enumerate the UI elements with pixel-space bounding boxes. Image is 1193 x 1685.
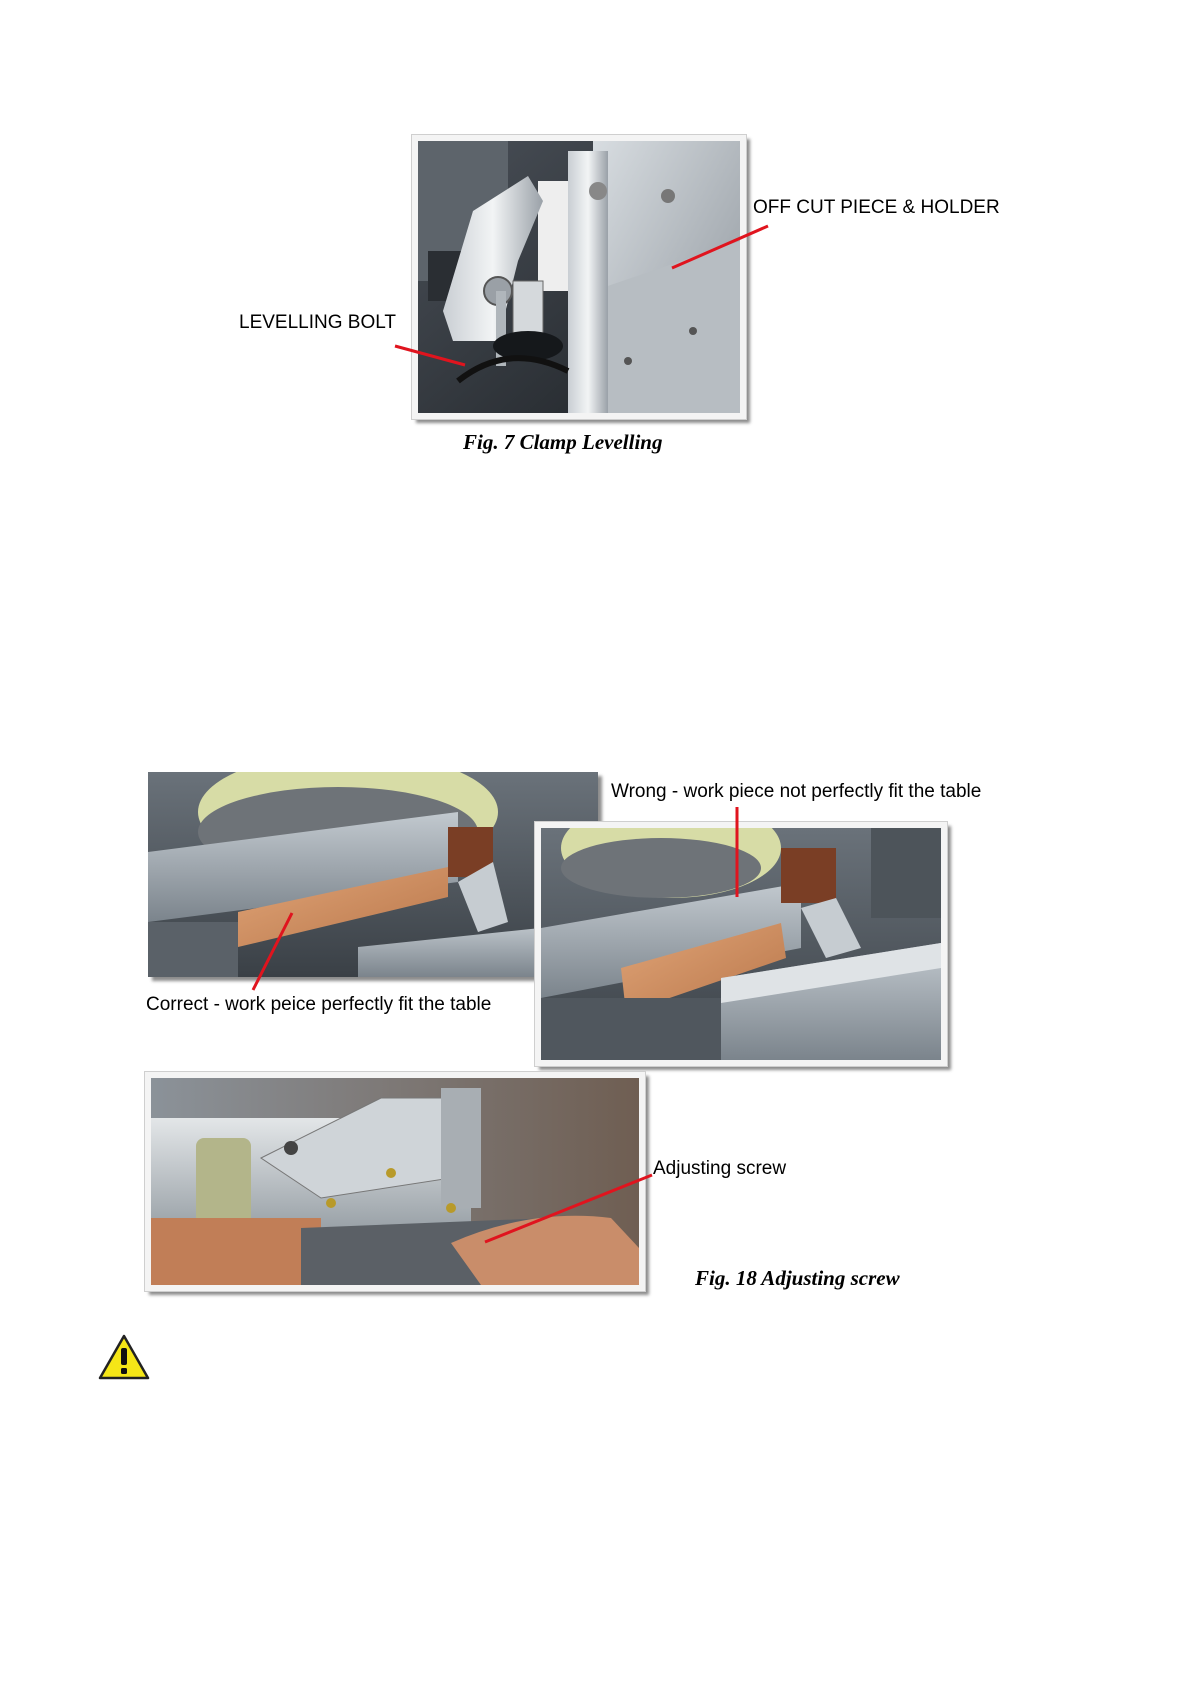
correct-workpiece-photo [148, 772, 598, 977]
figure-18-caption: Fig. 18 Adjusting screw [695, 1266, 900, 1290]
levelling-bolt-label: LEVELLING BOLT [239, 312, 396, 333]
off-cut-piece-holder-label: OFF CUT PIECE & HOLDER [753, 197, 1000, 218]
adjusting-screw-label: Adjusting screw [653, 1158, 787, 1179]
adjusting-screw-photo [145, 1072, 645, 1291]
wrong-workpiece-photo [535, 822, 947, 1066]
wrong-workpiece-label: Wrong - work piece not perfectly fit the table [611, 781, 982, 802]
clamp-levelling-photo [412, 135, 746, 419]
figure-7-caption: Fig. 7 Clamp Levelling [463, 430, 663, 454]
warning-triangle-icon [98, 1334, 150, 1380]
correct-workpiece-label: Correct - work peice perfectly fit the table [146, 994, 492, 1015]
